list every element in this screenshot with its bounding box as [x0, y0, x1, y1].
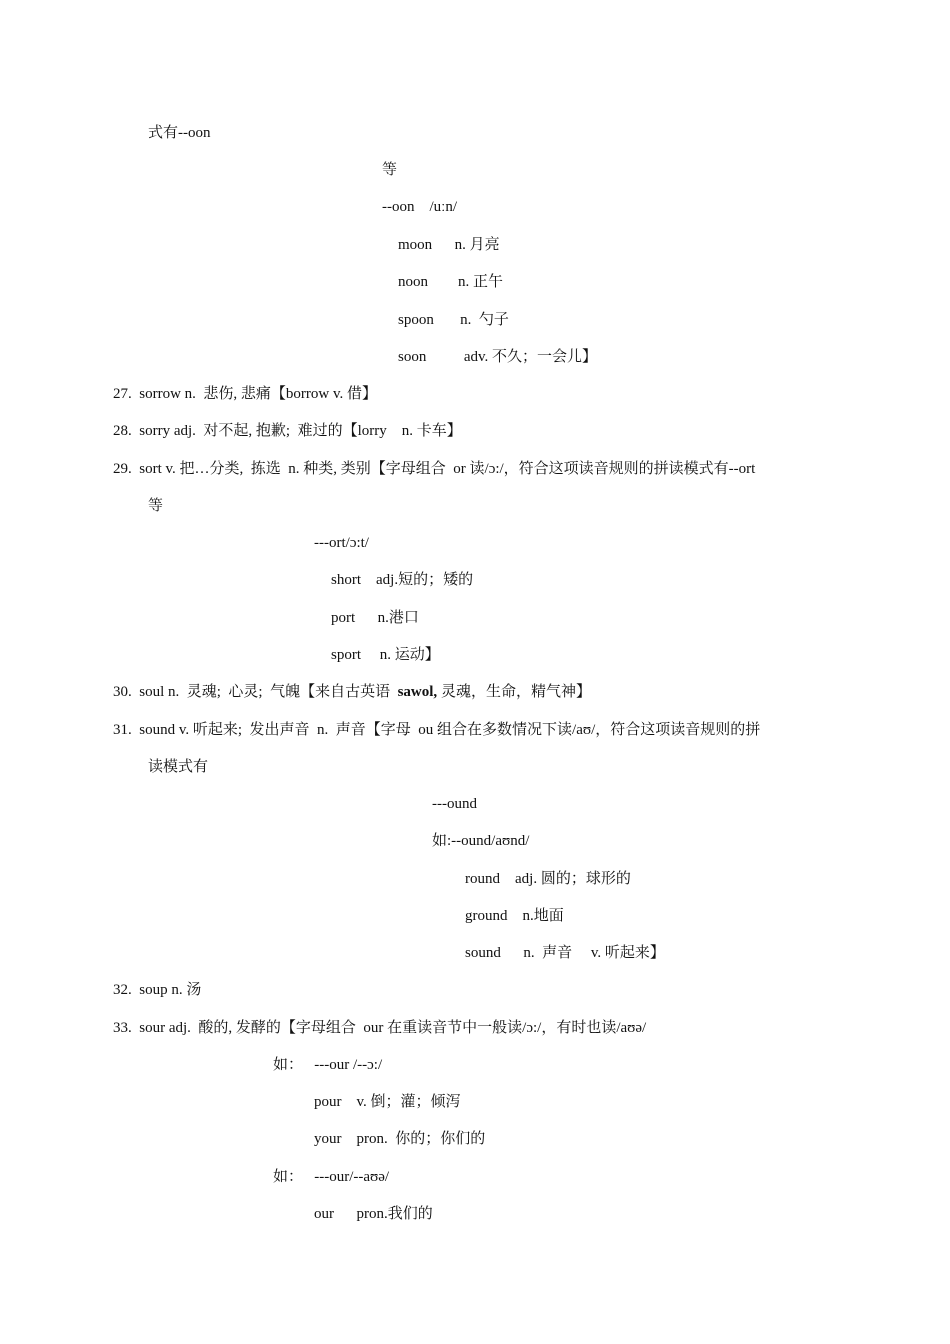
text-line: port n.港口: [331, 610, 419, 626]
text-line: spoon n. 勺子: [398, 312, 509, 328]
text-line: 等: [148, 498, 164, 514]
entry-27: 27. sorrow n. 悲伤, 悲痛【borrow v. 借】: [113, 386, 378, 402]
entry-30-bold-word: sawol,: [397, 684, 438, 700]
text-line: --oon /uːn/: [382, 199, 457, 215]
text-line: pour v. 倒；灌；倾泻: [314, 1094, 461, 1110]
entry-29: 29. sort v. 把…分类, 拣选 n. 种类, 类别【字母组合 or 读/ɔ:/，符合这项读音规则的拼读模式有--ort: [113, 461, 756, 477]
text-line: ---ort/ɔ:t/: [314, 535, 369, 551]
entry-31: 31. sound v. 听起来; 发出声音 n. 声音【字母 ou 组合在多数情况下读/aʊ/，符合这项读音规则的拼: [113, 722, 761, 738]
text-line: 如： ---our /--ɔ:/: [273, 1057, 383, 1073]
text-line: sound n. 声音 v. 听起来】: [465, 945, 665, 961]
text-line: 等: [382, 162, 398, 178]
text-line: ---ound: [432, 796, 477, 812]
text-line: 读模式有: [148, 759, 209, 775]
text-line: 式有--oon: [148, 125, 211, 141]
text-line: your pron. 你的；你们的: [314, 1131, 486, 1147]
entry-30-tail: 灵魂，生命，精气神】: [437, 684, 591, 700]
text-line: 如:--ound/aʊnd/: [432, 833, 530, 849]
entry-28: 28. sorry adj. 对不起, 抱歉; 难过的【lorry n. 卡车】: [113, 423, 462, 439]
text-line: soon adv. 不久；一会儿】: [398, 349, 598, 365]
text-line: short adj.短的；矮的: [331, 572, 474, 588]
text-line: 如： ---our/--aʊə/: [273, 1169, 390, 1185]
text-line: noon n. 正午: [398, 274, 504, 290]
text-line: round adj. 圆的；球形的: [465, 871, 631, 887]
entry-32: 32. soup n. 汤: [113, 982, 202, 998]
entry-33: 33. sour adj. 酸的, 发酵的【字母组合 our 在重读音节中一般读/ɔ:/，有时也读/aʊə/: [113, 1020, 647, 1036]
text-line: sport n. 运动】: [331, 647, 440, 663]
text-line: moon n. 月亮: [398, 237, 500, 253]
entry-30: [113, 682, 591, 702]
text-line: our pron.我们的: [314, 1206, 433, 1222]
text-line: ground n.地面: [465, 908, 564, 924]
entry-30-text: 30. soul n. 灵魂; 心灵; 气魄【来自古英语: [113, 684, 398, 700]
